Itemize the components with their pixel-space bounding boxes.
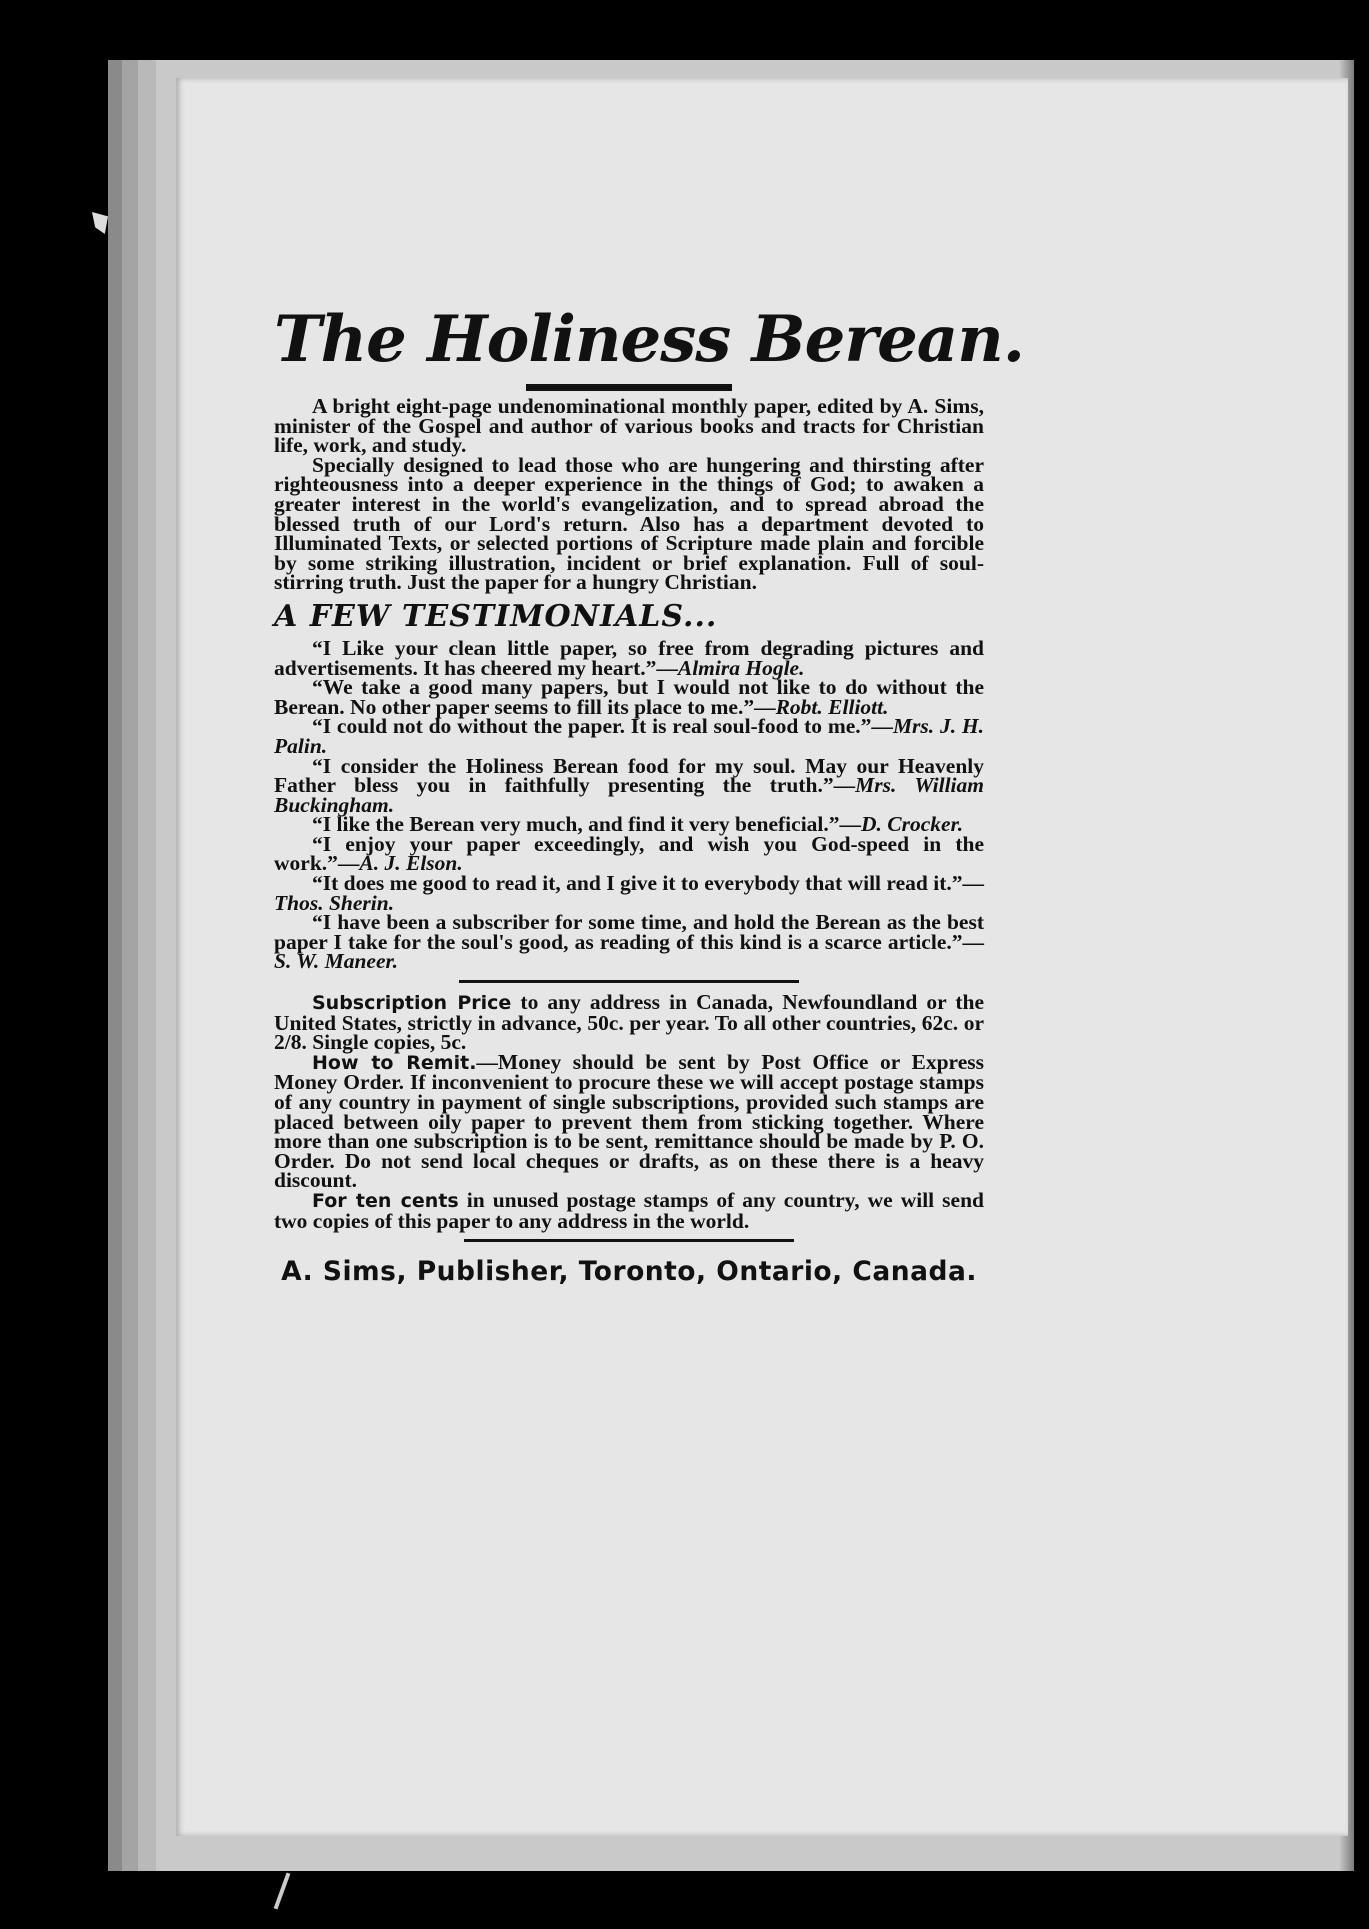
subscription-label: Subscription Price — [312, 992, 512, 1015]
testimonial-quote: “I like the Berean very much, and find it very beneficial.”— — [312, 812, 862, 837]
testimonial-author: Thos. Sherin. — [274, 890, 395, 915]
testimonials-heading: A FEW TESTIMONIALS... — [274, 598, 718, 634]
testimonial-quote: “I have been a subscriber for some time, and hold the Berean as the best paper I take for the soul's good, as reading of this kind is a scarce article.”— — [274, 910, 984, 954]
remit-text: —Money should be sent by Post Office or Express Money Order. If inconvenient to procure these we will accept postage stamps of any country in payment of single subscriptions, provided such stamps are placed between oily paper to prevent them from sticking together. Where more than one subscription is to be sent, remittance should be made by P. O. Order. Do not send local cheques or drafts, as on these there is a heavy discount. — [274, 1049, 984, 1193]
testimonial-quote: “We take a good many papers, but I would not like to do without the Berean. No other paper seems to fill its place to me.”— — [274, 675, 984, 719]
testimonial — [274, 635, 984, 680]
scan-artifact — [92, 212, 108, 234]
testimonial-author: Mrs. J. H. Palin. — [274, 714, 984, 758]
testimonial — [274, 753, 984, 817]
testimonial — [274, 831, 984, 876]
testimonial-author: D. Crocker. — [861, 812, 964, 837]
publisher-line: A. Sims, Publisher, Toronto, Ontario, Canada. — [281, 1256, 977, 1288]
testimonial — [274, 675, 984, 719]
testimonial-author: Robt. Elliott. — [775, 694, 889, 719]
testimonial-quote: “I Like your clean little paper, so free from degrading pictures and advertisements. It has cheered my heart.”— — [274, 635, 984, 680]
testimonial-quote: “It does me good to read it, and I give it to everybody that will read it.”— — [312, 871, 984, 896]
testimonial-author: S. W. Maneer. — [274, 949, 399, 974]
testimonial — [274, 910, 984, 974]
title-rule — [526, 384, 732, 391]
offer-label: For ten cents — [312, 1189, 459, 1212]
remit-label: How to Remit. — [312, 1051, 477, 1074]
subscription-paragraph — [274, 990, 984, 1055]
testimonial-author: Mrs. William Buckingham. — [274, 773, 984, 817]
offer-paragraph — [274, 1187, 984, 1233]
testimonial-author: Almira Hogle. — [677, 655, 805, 680]
subscription-text: to any address in Canada, Newfoundland or the United States, strictly in advance, 50c. per year. To all other countries, 62c. or 2/8. Single copies, 5c. — [274, 990, 984, 1055]
testimonial-quote: “I could not do without the paper. It is real soul-food to me.”— — [312, 714, 893, 739]
advertisement — [274, 300, 1025, 1288]
testimonial-quote: “I consider the Holiness Berean food for my soul. May our Heavenly Father bless you in faithfully presenting the truth.”— — [274, 753, 984, 798]
intro-paragraph: A bright eight-page undenominational monthly paper, edited by A. Sims, minister of the Gospel and author of various books and tracts for Christian life, work, and study. — [274, 394, 984, 458]
testimonial-quote: “I enjoy your paper exceedingly, and wish you God-speed in the work.”— — [274, 831, 984, 876]
footer-rule — [464, 1239, 794, 1242]
remit-paragraph — [274, 1049, 984, 1193]
testimonial — [274, 871, 984, 915]
testimonial-author: A. J. Elson. — [359, 851, 463, 876]
scan-artifact — [274, 1872, 291, 1909]
page-title: The Holiness Berean. — [274, 302, 1025, 377]
offer-text: in unused postage stamps of any country, we will send two copies of this paper to any address in the world. — [274, 1187, 984, 1233]
section-rule — [459, 980, 799, 983]
intro-paragraph: Specially designed to lead those who are hungering and thirsting after righteousness into a deeper experience in the things of God; to awaken a greater interest in the world's evangelization, and to spread abroad the blessed truth of our Lord's return. Also has a department devoted to Illuminated Texts, or selected portions of Scripture made plain and forcible by some striking illustration, incident or brief explanation. Full of soul-stirring truth. Just the paper for a hungry Christian. — [274, 452, 984, 595]
testimonial — [274, 714, 984, 758]
